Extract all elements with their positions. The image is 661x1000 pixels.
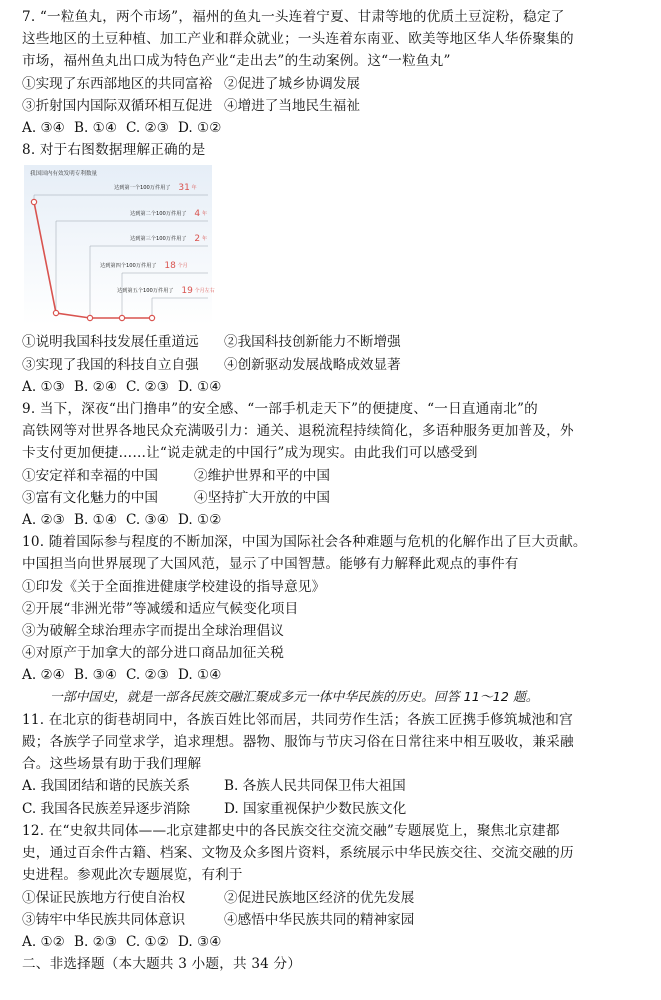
- q7-choice-d: D. ①②: [178, 120, 222, 137]
- chart-label-unit: 年: [191, 185, 197, 192]
- q12-stem-line: 12. 在“史叙共同体——北京建都史中的各民族交往交流交融”专题展览上，聚焦北京建都: [22, 822, 560, 839]
- chart-label-text: 达到第一个100万件用了: [114, 185, 171, 192]
- chart-point: [53, 311, 58, 316]
- q7-choice-a: A. ③④: [22, 120, 65, 137]
- q10-choice-b: B. ③④: [74, 667, 118, 684]
- q8-option-3: ③实现了我国的科技自立自强: [22, 356, 199, 373]
- q7-stem-line: 7. “一粒鱼丸，两个市场”，福州的鱼丸一头连着宁夏、甘肃等地的优质土豆淀粉，稳定了: [22, 9, 565, 25]
- q12-stem-line: 史，通过百余件古籍、档案、文物及众多图片资料，系统展示中华民族交往、交流交融的历: [22, 845, 574, 862]
- q8-choice-b: B. ②④: [74, 378, 118, 395]
- q11-option-d: D. 国家重视保护少数民族文化: [224, 800, 407, 817]
- q7-choice-c: C. ②③: [126, 120, 169, 137]
- chart-label-value: 4: [194, 209, 201, 220]
- q7-stem-line: 市场，福州鱼丸出口成为特色产业“走出去”的生动案例。这“一粒鱼丸”: [22, 53, 451, 70]
- question-8: [22, 139, 642, 398]
- q8-option-2: ②我国科技创新能力不断增强: [224, 334, 401, 351]
- q7-option-3: ③折射国内国际双循环相互促进: [22, 97, 213, 114]
- q9-choice-d: D. ①②: [178, 512, 222, 529]
- chart-label-value: 19: [181, 286, 193, 297]
- q7-option-1: ①实现了东西部地区的共同富裕: [22, 75, 213, 92]
- q10-option-4: ④对原产于加拿大的部分进口商品加征关税: [22, 645, 285, 662]
- q9-choice-b: B. ①④: [74, 512, 118, 529]
- q12-option-4: ④感悟中华民族共同的精神家园: [224, 911, 415, 928]
- q8-option-4: ④创新驱动发展战略成效显著: [224, 356, 401, 373]
- q11-option-b: B. 各族人民共同保卫伟大祖国: [224, 778, 406, 795]
- q12-choice-b: B. ②③: [74, 933, 118, 950]
- section-intro: 一部中国史，就是一部各民族交融汇聚成多元一体中华民族的历史。回答 11～12 题。: [50, 689, 539, 705]
- q8-choice-a: A. ①③: [22, 378, 65, 395]
- chart-label-unit: 年: [202, 236, 208, 243]
- section-2-heading: 二、非选择题（本大题共 3 小题，共 34 分）: [22, 956, 302, 973]
- q7-stem-line: 这些地区的土豆种植、加工产业和群众就业；一头连着东南亚、欧美等地区华人华侨聚集的: [22, 31, 574, 48]
- q7-option-4: ④增进了当地民生福祉: [224, 97, 360, 114]
- q10-stem-line: 10. 随着国际参与程度的不断加深，中国为国际社会各种难题与危机的化解作出了巨大贡献。: [22, 534, 587, 551]
- chart-point: [87, 316, 92, 321]
- q11-stem-line: 殿；各族学子同堂求学，追求理想。器物、服饰与节庆习俗在日常往来中相互吸收，兼采融: [22, 734, 574, 751]
- q9-option-1: ①安定祥和幸福的中国: [22, 467, 158, 484]
- q10-choice-c: C. ②③: [126, 667, 169, 684]
- question-12: [22, 820, 642, 953]
- exam-page: [22, 6, 642, 975]
- q11-stem-line: 11. 在北京的街巷胡同中，各族百姓比邻而居，共同劳作生活；各族工匠携手修筑城池和宫: [22, 711, 573, 728]
- q10-option-1: ①印发《关于全面推进健康学校建设的指导意见》: [22, 578, 326, 595]
- chart-point: [119, 316, 124, 321]
- chart-label-text: 达到第二个100万件用了: [130, 211, 187, 218]
- q12-choice-c: C. ①②: [126, 933, 169, 950]
- chart-point: [149, 316, 154, 321]
- chart-label-text: 达到第五个100万件用了: [117, 288, 174, 295]
- patent-chart-svg: [24, 165, 215, 325]
- q11-stem-line: 合。这些场景有助于我们理解: [22, 756, 202, 773]
- q8-choice-c: C. ②③: [126, 378, 169, 395]
- q7-choice-b: B. ①④: [74, 120, 118, 137]
- question-10: [22, 531, 642, 686]
- q12-option-1: ①保证民族地方行使自治权: [22, 889, 186, 906]
- q9-stem-line: 卡支付更加便捷……让“说走就走的中国行”成为现实。由此我们可以感受到: [22, 445, 478, 462]
- q11-option-c: C. 我国各民族差异逐步消除: [22, 800, 191, 817]
- chart-label-value: 18: [164, 261, 176, 272]
- q10-choice-d: D. ①④: [178, 667, 222, 684]
- chart-title: 我国国内有效发明专利数量: [30, 171, 98, 178]
- question-7: [22, 6, 642, 139]
- q10-stem-line: 中国担当向世界展现了大国风范，显示了中国智慧。能够有力解释此观点的事件有: [22, 556, 519, 573]
- q12-option-3: ③铸牢中华民族共同体意识: [22, 911, 186, 928]
- chart-label-unit: 个月: [177, 263, 188, 270]
- chart-label-unit: 年: [202, 211, 208, 218]
- q10-choice-a: A. ②④: [22, 667, 65, 684]
- q10-option-2: ②开展“非洲光带”等减缓和适应气候变化项目: [22, 600, 299, 617]
- q12-choice-d: D. ③④: [178, 933, 222, 950]
- q9-option-4: ④坚持扩大开放的中国: [194, 489, 330, 506]
- q9-option-2: ②维护世界和平的中国: [194, 467, 330, 484]
- patent-chart: [24, 165, 215, 325]
- question-9: [22, 398, 642, 531]
- q12-option-2: ②促进民族地区经济的优先发展: [224, 889, 415, 906]
- q8-choice-d: D. ①④: [178, 378, 222, 395]
- chart-point: [31, 200, 36, 205]
- q7-option-2: ②促进了城乡协调发展: [224, 75, 360, 92]
- q9-stem-line: 9. 当下，深夜“出门撸串”的安全感、“一部手机走天下”的便捷度、“一日直通南北”的: [22, 401, 538, 418]
- q9-stem-line: 高铁网等对世界各地民众充满吸引力：通关、退税流程持续简化，多语种服务更加普及，外: [22, 423, 574, 440]
- chart-label-unit: 个月左右: [194, 288, 215, 295]
- chart-label-value: 31: [178, 183, 190, 194]
- question-11: [22, 709, 642, 820]
- q9-choice-c: C. ③④: [126, 512, 169, 529]
- chart-label-value: 2: [194, 234, 201, 245]
- q9-choice-a: A. ②③: [22, 512, 65, 529]
- q12-stem-line: 史进程。参观此次专题展览，有利于: [22, 867, 243, 884]
- chart-label-text: 达到第三个100万件用了: [130, 236, 187, 243]
- q9-option-3: ③富有文化魅力的中国: [22, 489, 158, 506]
- q11-option-a: A. 我国团结和谐的民族关系: [22, 778, 190, 795]
- q8-option-1: ①说明我国科技发展任重道远: [22, 334, 199, 351]
- chart-label-text: 达到第四个100万件用了: [100, 263, 157, 270]
- q12-choice-a: A. ①②: [22, 933, 65, 950]
- q10-option-3: ③为破解全球治理赤字而提出全球治理倡议: [22, 623, 285, 640]
- q8-stem: 8. 对于右图数据理解正确的是: [22, 142, 206, 159]
